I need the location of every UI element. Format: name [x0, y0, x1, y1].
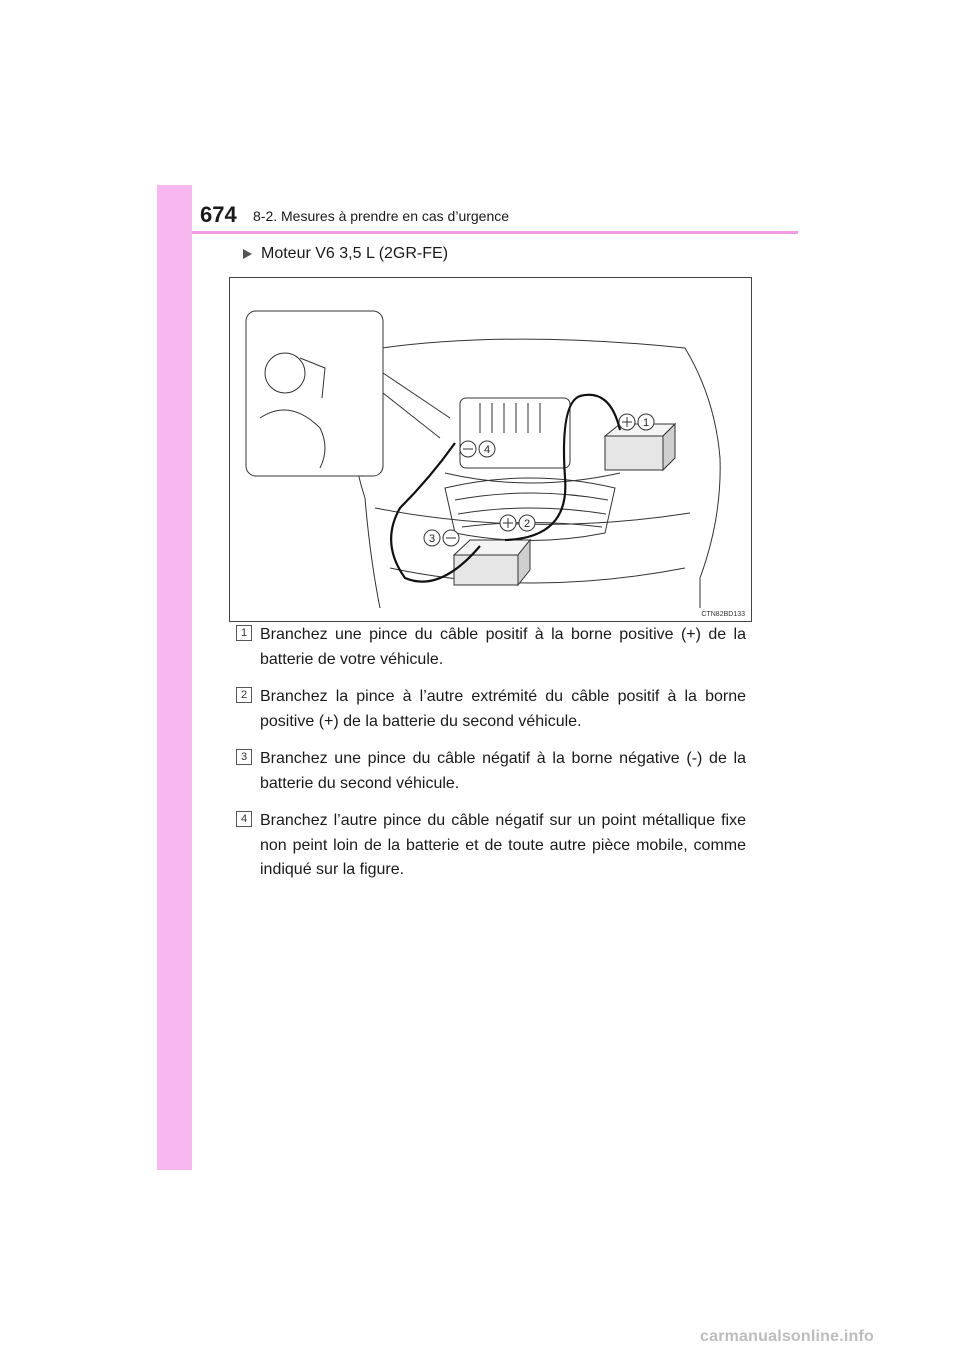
triangle-bullet-icon — [243, 249, 252, 259]
step-item — [236, 623, 746, 672]
header-divider — [192, 231, 798, 234]
step-text: Branchez l’autre pince du câble négatif sur un point métallique fixe non peint loin de la batterie et de toute autre pièce mobile, comme indiqué sur la figure. — [260, 812, 746, 878]
step-number: 2 — [236, 687, 252, 703]
section-title: 8-2. Mesures à prendre en cas d’urgence — [253, 208, 510, 224]
engine-subheading — [243, 245, 448, 263]
chapter-side-band — [157, 185, 192, 1170]
step-number: 4 — [236, 811, 252, 827]
engine-illustration — [229, 277, 752, 622]
vehicle-battery — [605, 424, 675, 470]
callout-3: 3 — [429, 533, 436, 545]
step-number: 3 — [236, 749, 252, 765]
step-text: Branchez la pince à l’autre extrémité du câble positif à la borne positive (+) de la batterie du second véhicule. — [260, 688, 746, 730]
step-item — [236, 685, 746, 734]
step-text: Branchez une pince du câble négatif à la borne négative (-) de la batterie du second véhicule. — [260, 750, 746, 792]
step-item — [236, 809, 746, 883]
callout-1: 1 — [643, 417, 650, 429]
figure-code: CTN82BD133 — [701, 611, 745, 618]
callout-2: 2 — [524, 518, 531, 530]
jump-start-diagram — [230, 278, 751, 621]
subheading-text: Moteur V6 3,5 L (2GR-FE) — [261, 245, 449, 262]
detail-inset — [246, 311, 450, 476]
engine-block — [460, 398, 570, 468]
callout-4: 4 — [484, 444, 491, 456]
step-item — [236, 747, 746, 796]
watermark-logo: carmanualsonline.info — [700, 1328, 875, 1345]
step-text: Branchez une pince du câble positif à la borne positive (+) de la batterie de votre véhicule. — [260, 626, 746, 668]
page-number: 674 — [200, 202, 237, 227]
steps-list — [236, 623, 746, 896]
step-number: 1 — [236, 625, 252, 641]
car-hood-outline — [349, 339, 720, 608]
grille — [445, 478, 615, 541]
